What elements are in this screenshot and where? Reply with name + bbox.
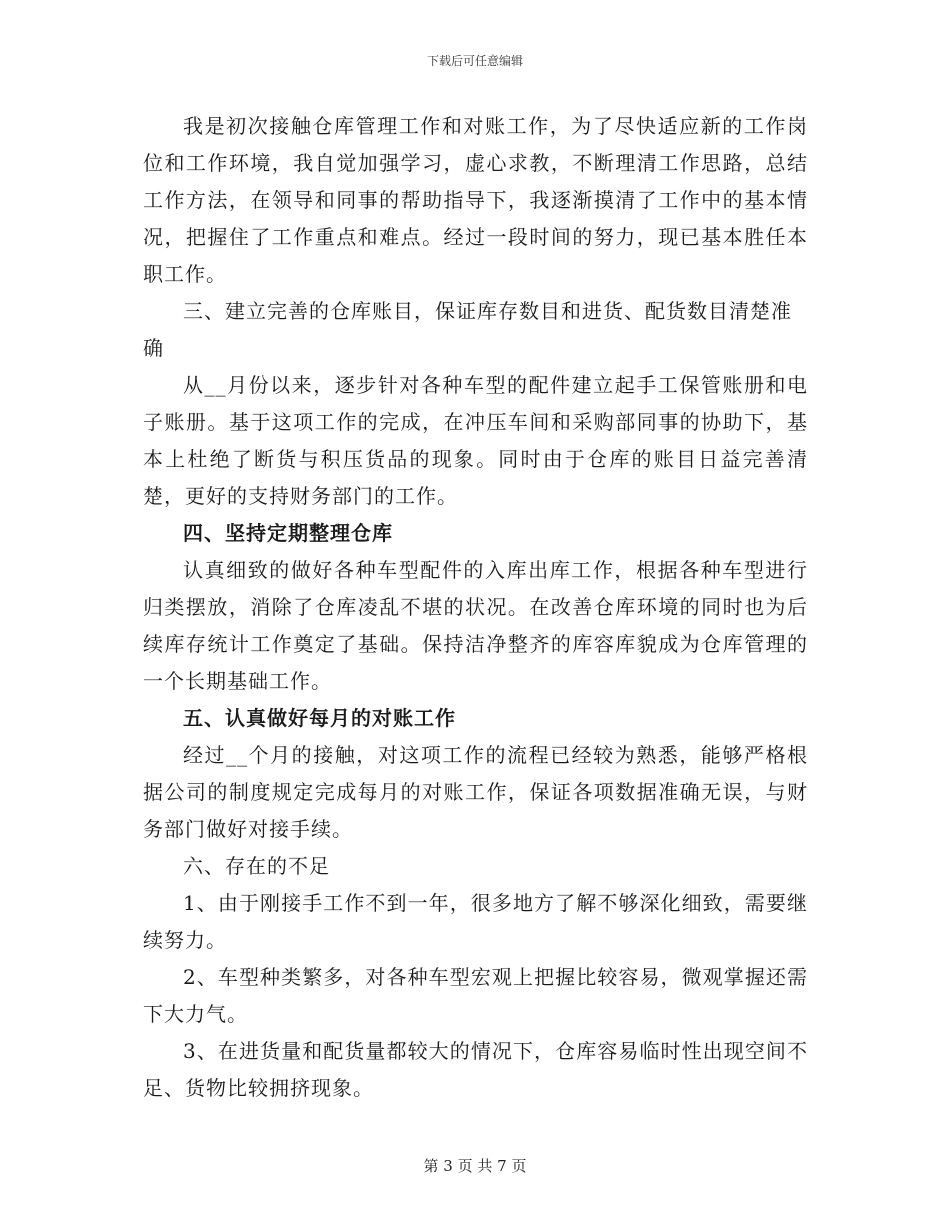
paragraph-section-4: 认真细致的做好各种车型配件的入库出库工作，根据各种车型进行归类摆放，消除了仓库凌乱不堪的状况。在改善仓库环境的同时也为后续库存统计工作奠定了基础。保持洁净整齐的库容库貌成为仓库管理的一个长期基础工作。 (143, 558, 808, 693)
paragraph-section-5: 经过__个月的接触，对这项工作的流程已经较为熟悉，能够严格根据公司的制度规定完成每月的对账工作，保证各项数据准确无误，与财务部门做好对接手续。 (143, 743, 808, 841)
list-item-1: 1、由于刚接手工作不到一年，很多地方了解不够深化细致，需要继续努力。 (143, 891, 808, 952)
section-heading-6: 六、存在的不足 (183, 854, 330, 878)
list-item-3: 3、在进货量和配货量都较大的情况下，仓库容易临时性出现空间不足、货物比较拥挤现象。 (143, 1039, 808, 1100)
page-header: 下载后可任意编辑 (426, 54, 523, 68)
section-heading-4: 四、坚持定期整理仓库 (183, 521, 393, 545)
section-heading-3: 三、建立完善的仓库账目，保证库存数目和进货、配货数目清楚准确 (143, 299, 792, 360)
paragraph-intro: 我是初次接触仓库管理工作和对账工作，为了尽快适应新的工作岗位和工作环境，我自觉加强学习，虚心求教，不断理清工作思路，总结工作方法，在领导和同事的帮助指导下，我逐渐摸清了工作中的基本情况，把握住了工作重点和难点。经过一段时间的努力，现已基本胜任本职工作。 (143, 114, 808, 286)
page-footer: 第 3 页 共 7 页 (423, 1157, 527, 1175)
section-heading-5: 五、认真做好每月的对账工作 (183, 706, 456, 730)
list-item-2: 2、车型种类繁多，对各种车型宏观上把握比较容易，微观掌握还需下大力气。 (143, 965, 808, 1026)
document-body (143, 108, 808, 1107)
paragraph-section-3: 从__月份以来，逐步针对各种车型的配件建立起手工保管账册和电子账册。基于这项工作的完成，在冲压车间和采购部同事的协助下，基本上杜绝了断货与积压货品的现象。同时由于仓库的账目日益完善清楚，更好的支持财务部门的工作。 (143, 373, 808, 508)
